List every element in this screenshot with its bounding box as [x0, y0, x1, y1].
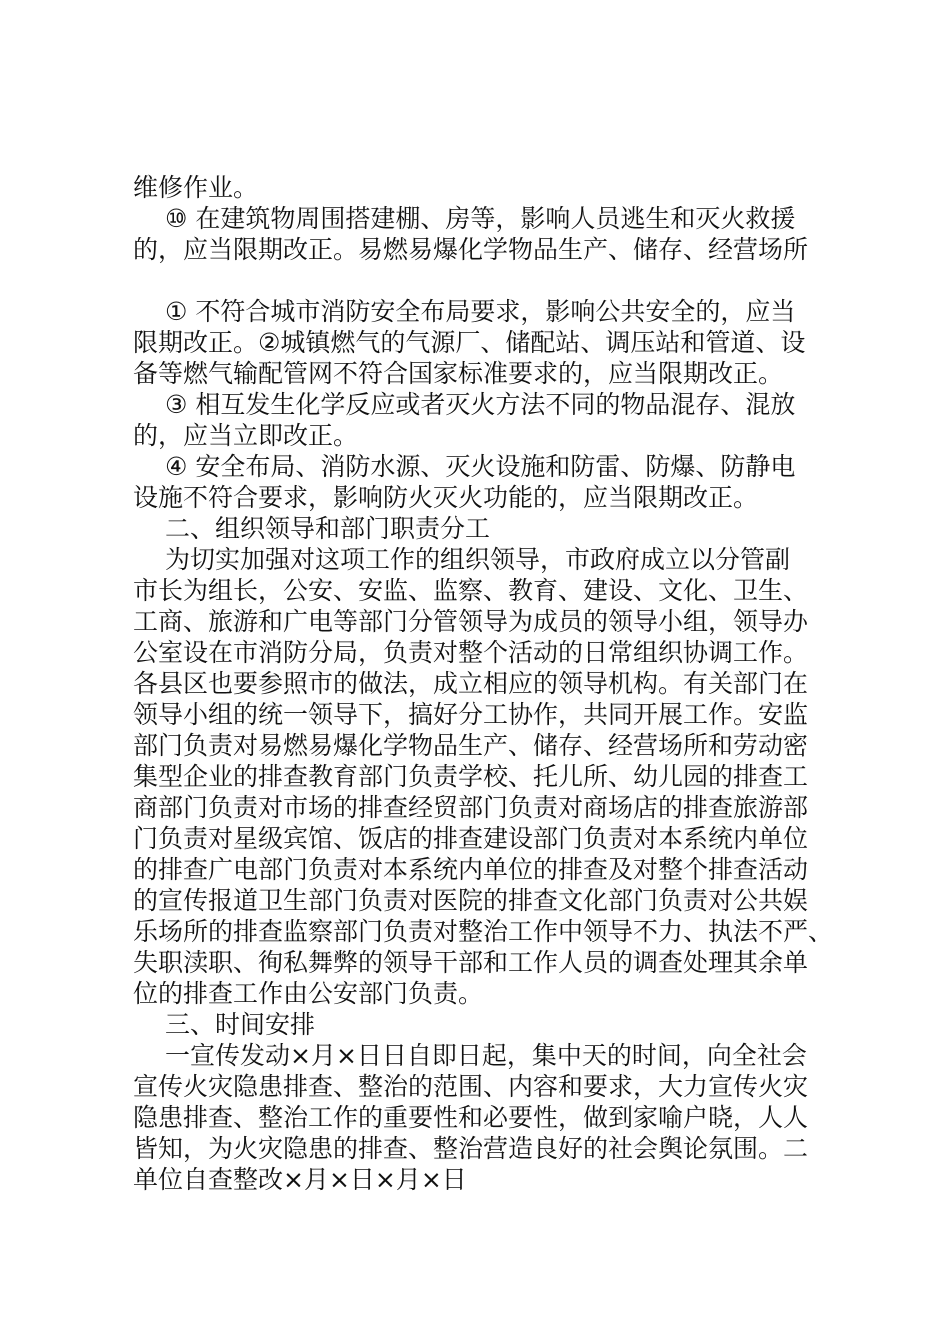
paragraph-line: ⑩ 在建筑物周围搭建棚、房等，影响人员逃生和灭火救援: [165, 204, 796, 233]
paragraph-line: 公室设在市消防分局，负责对整个活动的日常组织协调工作。: [133, 638, 809, 667]
blank-line: [133, 265, 833, 296]
paragraph-line: 为切实加强对这项工作的组织领导，市政府成立以分管副: [165, 545, 791, 574]
paragraph-line: 各县区也要参照市的做法，成立相应的领导机构。有关部门在: [133, 669, 809, 698]
paragraph-line: 门负责对星级宾馆、饭店的排查建设部门负责对本系统内单位: [133, 824, 809, 853]
paragraph-line: 隐患排查、整治工作的重要性和必要性，做到家喻户晓，人人: [133, 1103, 809, 1132]
paragraph-line: 的，应当限期改正。易燃易爆化学物品生产、储存、经营场所: [133, 235, 809, 264]
paragraph-line: 领导小组的统一领导下，搞好分工协作，共同开展工作。安监: [133, 700, 809, 729]
paragraph-line: 乐场所的排查监察部门负责对整治工作中领导不力、执法不严、: [133, 917, 834, 946]
paragraph-line: 部门负责对易燃易爆化学物品生产、储存、经营场所和劳动密: [133, 731, 809, 760]
paragraph-line: 市长为组长，公安、安监、监察、教育、建设、文化、卫生、: [133, 576, 809, 605]
paragraph-line: 位的排查工作由公安部门负责。: [133, 979, 484, 1008]
paragraph-line: 工商、旅游和广电等部门分管领导为成员的领导小组，领导办: [133, 607, 809, 636]
paragraph-line: ④ 安全布局、消防水源、灭火设施和防雷、防爆、防静电: [165, 452, 796, 481]
paragraph-line: 的排查广电部门负责对本系统内单位的排查及对整个排查活动: [133, 855, 809, 884]
paragraph-line: 维修作业。: [133, 173, 259, 202]
paragraph-line: 设施不符合要求，影响防火灭火功能的，应当限期改正。: [133, 483, 759, 512]
paragraph-line: 一宣传发动×月×日日自即日起，集中天的时间，向全社会: [165, 1041, 807, 1070]
paragraph-line: 的，应当立即改正。: [133, 421, 359, 450]
section-heading: 三、时间安排: [165, 1010, 316, 1039]
paragraph-line: ① 不符合城市消防安全布局要求，影响公共安全的，应当: [165, 297, 796, 326]
paragraph-line: 单位自查整改×月×日×月×日: [133, 1165, 467, 1194]
paragraph-line: 宣传火灾隐患排查、整治的范围、内容和要求，大力宣传火灾: [133, 1072, 809, 1101]
paragraph-line: 商部门负责对市场的排查经贸部门负责对商场店的排查旅游部: [133, 793, 809, 822]
paragraph-line: 皆知，为火灾隐患的排查、整治营造良好的社会舆论氛围。二: [133, 1134, 809, 1163]
document-body: [133, 172, 833, 1195]
paragraph-line: ③ 相互发生化学反应或者灭火方法不同的物品混存、混放: [165, 390, 796, 419]
paragraph-line: 集型企业的排查教育部门负责学校、托儿所、幼儿园的排查工: [133, 762, 809, 791]
section-heading: 二、组织领导和部门职责分工: [165, 514, 491, 543]
paragraph-line: 的宣传报道卫生部门负责对医院的排查文化部门负责对公共娱: [133, 886, 809, 915]
paragraph-line: 备等燃气输配管网不符合国家标准要求的，应当限期改正。: [133, 359, 784, 388]
paragraph-line: 限期改正。②城镇燃气的气源厂、储配站、调压站和管道、设: [133, 328, 806, 357]
paragraph-line: 失职渎职、徇私舞弊的领导干部和工作人员的调查处理其余单: [133, 948, 809, 977]
